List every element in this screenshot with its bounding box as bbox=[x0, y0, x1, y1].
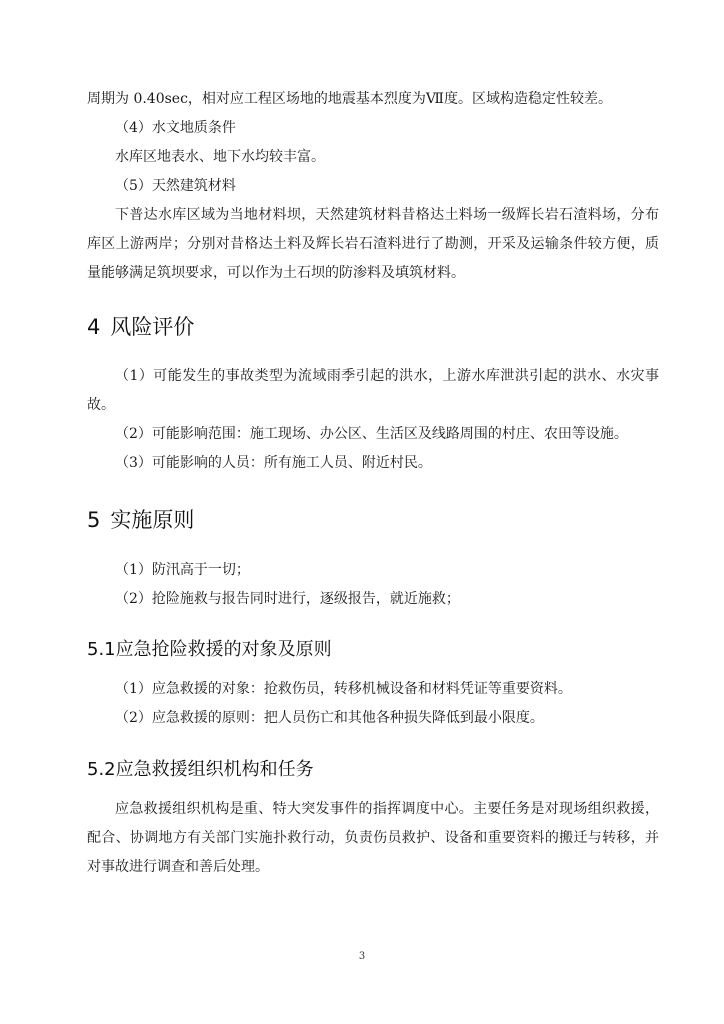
section-4-body bbox=[87, 362, 659, 478]
building-materials-title: （5）天然建筑材料 bbox=[115, 178, 236, 194]
section-5-1-heading bbox=[87, 636, 659, 664]
section-5-title: 实施原则 bbox=[110, 508, 195, 532]
organization-paragraph: 应急救援组织机构是重、特大突发事件的指挥调度中心。主要任务是对现场组织救援，配合、协调地方有关部门实施扑救行动，负责伤员救护、设备和重要资料的搬迁与转移，并对事故进行调查和善后处理。 bbox=[87, 801, 659, 875]
section-4-number: 4 bbox=[87, 315, 101, 339]
section-5-1-body bbox=[87, 675, 659, 733]
section-5-2-body bbox=[87, 795, 659, 882]
section-5-heading bbox=[87, 505, 659, 535]
principle-item-2: （2）抢险施救与报告同时进行，逐级报告，就近施救； bbox=[115, 591, 460, 607]
intro-block bbox=[87, 85, 659, 288]
rescue-object-item: （1）应急救援的对象：抢救伤员，转移机械设备和材料凭证等重要资料。 bbox=[115, 681, 572, 697]
risk-item-3: （3）可能影响的人员：所有施工人员、附近村民。 bbox=[115, 455, 432, 471]
page-number: 3 bbox=[358, 951, 366, 962]
section-5-body bbox=[87, 556, 659, 614]
section-5-1-title: 5.1应急抢险救援的对象及原则 bbox=[87, 639, 332, 660]
building-materials-body: 下普达水库区域为当地材料坝，天然建筑材料昔格达土料场一级辉长岩石渣料场，分布库区上游两岸；分别对昔格达土料及辉长岩石渣料进行了勘测，开采及运输条件较方便，质量能够满足筑坝要求，可以作为土石坝的防渗料及填筑材料。 bbox=[87, 207, 659, 281]
section-5-number: 5 bbox=[87, 508, 101, 532]
section-5-2-heading bbox=[87, 756, 659, 784]
section-4-heading bbox=[87, 312, 659, 342]
hydro-geology-body: 水库区地表水、地下水均较丰富。 bbox=[115, 149, 325, 165]
risk-item-1: （1）可能发生的事故类型为流域雨季引起的洪水，上游水库泄洪引起的洪水、水灾事故。 bbox=[87, 368, 659, 413]
section-5-2-title: 5.2应急救援组织机构和任务 bbox=[87, 759, 314, 780]
hydro-geology-title: （4）水文地质条件 bbox=[115, 120, 236, 136]
risk-item-2: （2）可能影响范围：施工现场、办公区、生活区及线路周围的村庄、农田等设施。 bbox=[115, 426, 628, 442]
principle-item-1: （1）防汛高于一切； bbox=[115, 562, 250, 578]
section-4-title: 风险评价 bbox=[110, 315, 195, 339]
rescue-principle-item: （2）应急救援的原则：把人员伤亡和其他各种损失降低到最小限度。 bbox=[115, 710, 544, 726]
intro-line: 周期为 0.40sec，相对应工程区场地的地震基本烈度为Ⅶ度。区域构造稳定性较差。 bbox=[87, 91, 612, 107]
